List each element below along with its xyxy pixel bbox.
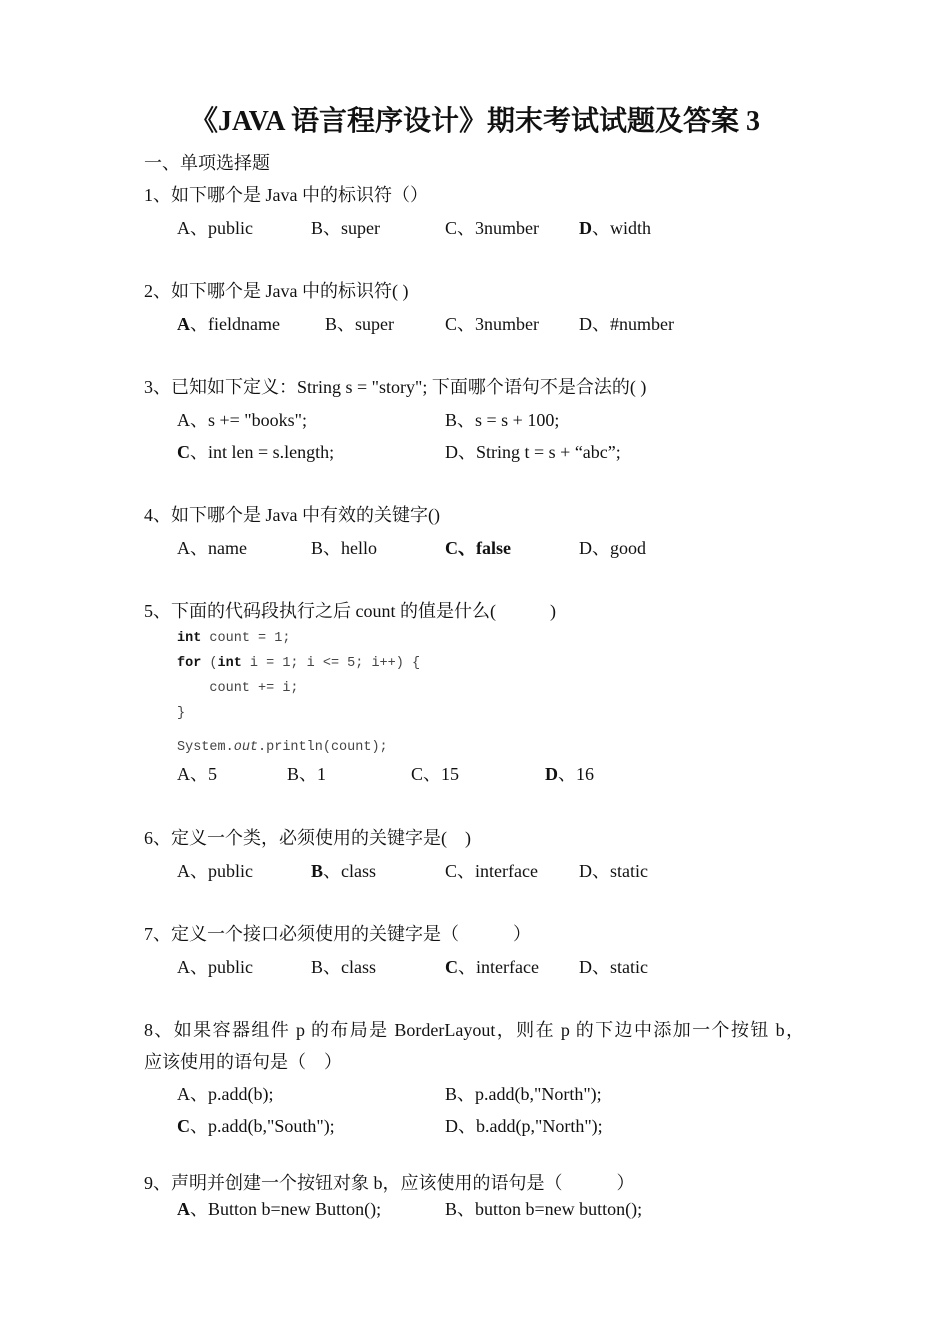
question-8-line-1: 8、如果容器组件 p 的布局是 BorderLayout，则在 p 的下边中添加一个按钮 b， (144, 1020, 804, 1040)
q9-option-b: B、button b=new button(); (445, 1199, 643, 1219)
q8-option-c (177, 1113, 335, 1139)
code-keyword: for (177, 656, 202, 671)
q9-option-a (177, 1196, 381, 1222)
q8-option-b: B、p.add(b,"North"); (445, 1084, 602, 1104)
q5-option-d (545, 761, 594, 787)
q6-option-d: D、static (579, 861, 648, 881)
q7-option-b: B、class (311, 957, 376, 977)
option-text: 、interface (458, 957, 539, 977)
option-text: 、class (323, 861, 377, 881)
code-line-1 (177, 630, 290, 648)
question-9: 9、声明并创建一个按钮对象 b，应该使用的语句是（ ） (144, 1173, 635, 1193)
answer-letter: D (545, 764, 558, 784)
q1-option-b: B、super (311, 218, 380, 238)
section-heading: 一、单项选择题 (144, 153, 270, 173)
page-title: 《JAVA 语言程序设计》期末考试试题及答案 3 (190, 106, 760, 137)
question-7: 7、定义一个接口必须使用的关键字是（ ） (144, 924, 531, 944)
q4-option-d: D、good (579, 538, 646, 558)
q8-option-d: D、b.add(p,"North"); (445, 1116, 603, 1136)
q5-option-a: A、5 (177, 764, 217, 784)
answer-letter: A (177, 1199, 190, 1219)
q5-option-b: B、1 (287, 764, 327, 784)
question-2: 2、如下哪个是 Java 中的标识符( ) (144, 281, 409, 301)
q7-option-c (445, 954, 539, 980)
answer-letter: C (445, 957, 458, 977)
q1-option-d (579, 215, 651, 241)
q2-option-c: C、3number (445, 314, 539, 334)
code-line-2 (177, 655, 420, 673)
answer-letter: C (177, 442, 190, 462)
q7-option-d: D、static (579, 957, 648, 977)
code-keyword: int (217, 656, 242, 671)
q4-option-a: A、name (177, 538, 247, 558)
answer-letter: B (311, 861, 324, 881)
code-keyword: int (177, 631, 202, 646)
q1-option-a: A、public (177, 218, 253, 238)
code-text: i = 1; i <= 5; i++) { (241, 656, 421, 671)
question-5: 5、下面的代码段执行之后 count 的值是什么( ) (144, 601, 556, 621)
code-line-5 (177, 739, 388, 757)
answer-letter: A (177, 314, 190, 334)
q7-option-a: A、public (177, 957, 253, 977)
q4-option-b: B、hello (311, 538, 377, 558)
q2-option-b: B、super (325, 314, 394, 334)
code-text: System. (177, 740, 234, 755)
answer-letter: C (177, 1116, 190, 1136)
question-8-line-2: 应该使用的语句是（ ） (144, 1052, 342, 1072)
question-6: 6、定义一个类，必须使用的关键字是( ) (144, 828, 471, 848)
q8-option-a: A、p.add(b); (177, 1084, 274, 1104)
q1-option-c: C、3number (445, 218, 539, 238)
question-1: 1、如下哪个是 Java 中的标识符（） (144, 185, 428, 205)
question-4: 4、如下哪个是 Java 中有效的关键字() (144, 505, 440, 525)
question-8 (144, 1014, 804, 1078)
answer-letter: D (579, 218, 592, 238)
code-line-3: count += i; (177, 681, 299, 696)
option-text: 、fieldname (190, 314, 280, 334)
q3-option-d: D、String t = s + “abc”; (445, 442, 621, 462)
code-line-4: } (177, 706, 186, 721)
q2-option-d: D、#number (579, 314, 674, 334)
code-text: .println(count); (258, 740, 388, 755)
q4-option-c: C、false (445, 538, 511, 558)
q3-option-c (177, 439, 334, 465)
code-text: count = 1; (201, 631, 291, 646)
q5-option-c: C、15 (411, 764, 460, 784)
option-text: 、width (592, 218, 652, 238)
q2-option-a (177, 311, 280, 337)
q3-option-b: B、s = s + 100; (445, 410, 560, 430)
code-text: ( (201, 656, 218, 671)
code-field: out (233, 740, 259, 755)
q3-option-a: A、s += "books"; (177, 410, 308, 430)
q6-option-a: A、public (177, 861, 253, 881)
q6-option-b (311, 858, 376, 884)
question-3: 3、已知如下定义：String s = "story"; 下面哪个语句不是合法的( ) (144, 377, 647, 397)
option-text: 、16 (558, 764, 594, 784)
q6-option-c: C、interface (445, 861, 538, 881)
option-text: 、p.add(b,"South"); (190, 1116, 335, 1136)
option-text: 、int len = s.length; (190, 442, 335, 462)
option-text: 、Button b=new Button(); (190, 1199, 382, 1219)
